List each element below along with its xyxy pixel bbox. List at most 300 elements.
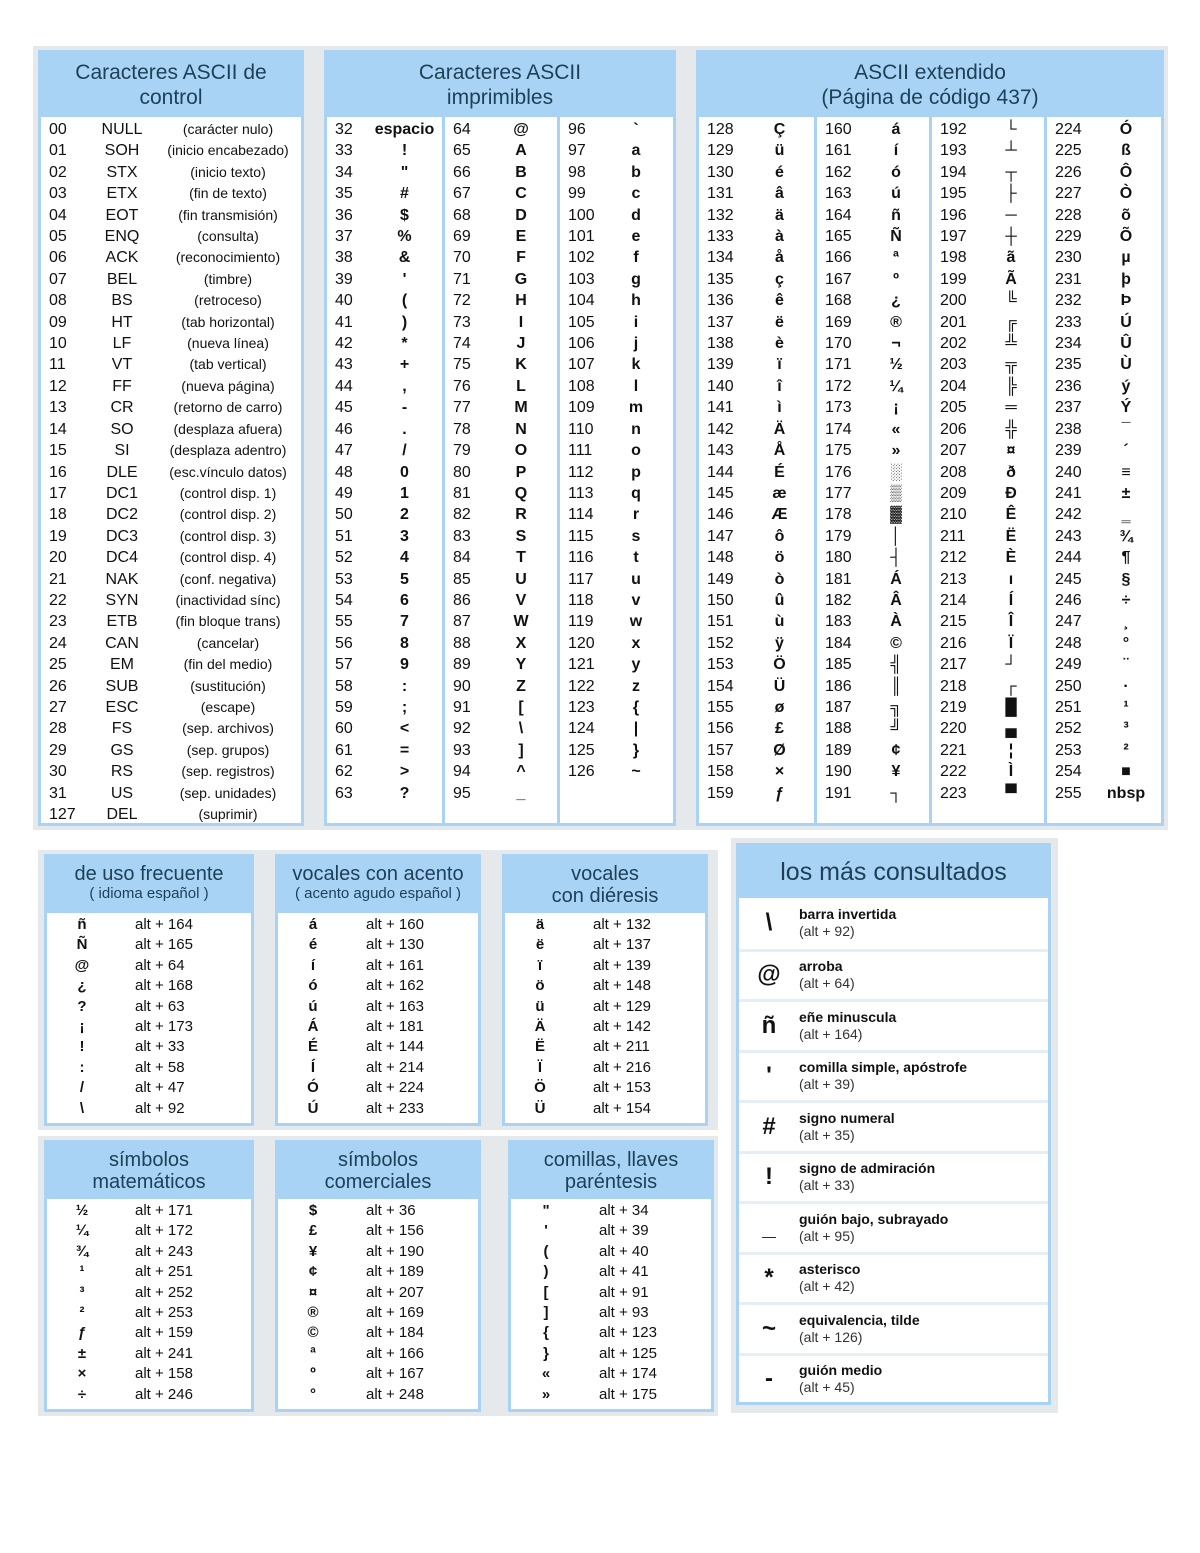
shortcut-char: :: [79, 1058, 85, 1076]
shortcut-keys: alt + 169: [366, 1304, 424, 1322]
code-row: [699, 676, 814, 697]
code-number: 42: [335, 335, 353, 353]
code-row: [932, 333, 1044, 354]
code-number: 109: [568, 399, 595, 417]
code-row: [817, 761, 929, 782]
code-number: 184: [825, 634, 852, 652]
code-char: ┬: [1005, 163, 1017, 181]
code-column-table: [817, 119, 929, 804]
code-char: Ç: [773, 121, 786, 138]
code-char: Ô: [1119, 163, 1133, 181]
code-description: (desplaza adentro): [169, 442, 287, 459]
code-char: i: [633, 313, 639, 331]
most-consulted-name: signo numeral: [799, 1109, 895, 1126]
code-row: [1047, 419, 1159, 440]
code-row: [445, 419, 557, 440]
shortcut-box-title-2: con diéresis: [551, 885, 659, 907]
code-char: ;: [401, 698, 408, 716]
code-row: [817, 504, 929, 525]
code-row: [327, 333, 442, 354]
code-abbrev: LF: [112, 335, 132, 353]
code-row: [699, 761, 814, 782]
code-number: 165: [825, 228, 852, 246]
code-char: ▄: [1005, 720, 1017, 738]
code-number: 27: [49, 698, 67, 716]
shortcut-box-title: comillas, llaves: [543, 1149, 679, 1171]
shortcut-char: Ö: [534, 1079, 546, 1097]
code-char: ¯: [1121, 420, 1131, 438]
code-char: ^: [516, 763, 526, 781]
code-row: [1047, 526, 1159, 547]
code-number: 06: [49, 249, 67, 267]
code-row: [327, 376, 442, 397]
code-number: 127: [49, 806, 76, 823]
code-row: [327, 547, 442, 568]
shortcut-row: [505, 1037, 705, 1057]
code-number: 12: [49, 377, 67, 395]
code-char: ¦: [1008, 741, 1014, 759]
code-row: [817, 718, 929, 739]
code-number: 245: [1055, 570, 1082, 588]
code-row: [1047, 590, 1159, 611]
shortcut-row: [47, 1017, 251, 1037]
code-number: 104: [568, 292, 595, 310]
shortcut-char: ï: [537, 956, 543, 974]
shortcut-char: £: [308, 1222, 318, 1240]
most-consulted-keys: (alt + 39): [799, 1076, 855, 1093]
code-row: [327, 440, 442, 461]
code-row: [817, 483, 929, 504]
code-number: 63: [335, 784, 353, 802]
code-number: 10: [49, 335, 67, 353]
code-number: 83: [453, 527, 471, 545]
code-row: [699, 633, 814, 654]
code-number: 14: [49, 420, 67, 438]
shortcut-row: [47, 1344, 251, 1364]
shortcut-box-subtitle: ( acento agudo español ): [295, 885, 461, 902]
code-char: T: [516, 549, 526, 567]
code-row: [1047, 633, 1159, 654]
code-number: 23: [49, 613, 67, 631]
code-row: [1047, 547, 1159, 568]
shortcut-char: /: [79, 1079, 85, 1097]
code-row: [1047, 269, 1159, 290]
code-row: [445, 654, 557, 675]
shortcut-char: ¿: [77, 977, 87, 995]
shortcut-box-title: de uso frecuente: [74, 863, 224, 885]
code-char: ╠: [1005, 377, 1017, 395]
shortcut-char: ñ: [77, 916, 87, 933]
code-row: [560, 504, 672, 525]
code-row: [932, 483, 1044, 504]
shortcut-keys: alt + 144: [366, 1038, 424, 1056]
code-row: [699, 462, 814, 483]
shortcut-row: [278, 956, 478, 976]
code-number: 224: [1055, 121, 1082, 138]
code-char: ▀: [1005, 784, 1017, 802]
shortcut-box-title-2: matemáticos: [92, 1171, 206, 1193]
control-row: [41, 376, 301, 397]
code-char: ─: [1005, 206, 1017, 224]
control-row: [41, 119, 301, 140]
code-char: ¶: [1121, 549, 1131, 567]
shortcut-keys: alt + 154: [593, 1099, 651, 1117]
code-char: ?: [399, 784, 410, 802]
code-number: 108: [568, 377, 595, 395]
shortcut-row: [278, 1262, 478, 1282]
code-char: g: [631, 270, 641, 288]
code-number: 112: [568, 463, 594, 481]
shortcut-keys: alt + 251: [135, 1263, 193, 1281]
code-number: 66: [453, 163, 471, 181]
shortcut-keys: alt + 41: [599, 1263, 649, 1281]
shortcut-row: [278, 1037, 478, 1057]
code-row: [445, 269, 557, 290]
control-row: [41, 419, 301, 440]
code-row: [932, 697, 1044, 718]
code-row: [560, 397, 672, 418]
code-char: u: [631, 570, 641, 588]
code-row: [327, 290, 442, 311]
control-row: [41, 397, 301, 418]
code-column-table: [932, 119, 1044, 804]
code-number: 153: [707, 656, 734, 674]
code-description: (retroceso): [194, 292, 262, 309]
code-number: 70: [453, 249, 471, 267]
most-consulted-keys: (alt + 92): [799, 923, 855, 940]
code-abbrev: STX: [106, 163, 138, 181]
code-char: O: [514, 442, 528, 460]
code-row: [327, 247, 442, 268]
shortcut-char: Ú: [307, 1099, 319, 1117]
code-row: [699, 504, 814, 525]
control-row: [41, 333, 301, 354]
code-column-table: [699, 119, 814, 804]
code-row: [1047, 611, 1159, 632]
code-char: B: [515, 163, 527, 181]
code-number: 149: [707, 570, 734, 588]
most-consulted-symbol: !: [765, 1163, 773, 1191]
code-number: 163: [825, 185, 852, 203]
code-abbrev: ACK: [105, 249, 139, 267]
code-number: 183: [825, 613, 852, 631]
shortcut-row: [278, 1078, 478, 1098]
shortcut-char: ¤: [308, 1283, 318, 1301]
code-row: [560, 718, 672, 739]
code-number: 96: [568, 121, 586, 138]
shortcut-box-title: vocales con acento: [292, 863, 464, 885]
code-number: 135: [707, 270, 734, 288]
code-char: j: [633, 335, 639, 353]
code-char: À: [890, 613, 902, 631]
shortcut-char: Ï: [537, 1058, 543, 1076]
code-number: 106: [568, 335, 595, 353]
shortcut-keys: alt + 175: [599, 1385, 657, 1403]
shortcut-box-header: [505, 857, 705, 913]
code-char: Ù: [1120, 356, 1132, 374]
code-row: [1047, 783, 1159, 804]
shortcut-keys: alt + 162: [366, 977, 424, 995]
code-char: M: [514, 399, 528, 417]
code-abbrev: FS: [111, 720, 133, 738]
code-row: [327, 183, 442, 204]
most-consulted-text: [799, 1211, 948, 1245]
code-column-table: [445, 119, 557, 804]
code-number: 61: [335, 741, 353, 759]
code-char: ╩: [1005, 335, 1017, 353]
shortcut-box-header: [47, 857, 251, 913]
code-row: [445, 590, 557, 611]
code-abbrev: DLE: [106, 463, 138, 481]
code-number: 186: [825, 677, 852, 695]
shortcut-row: [511, 1242, 711, 1262]
code-char: Õ: [1119, 228, 1133, 246]
code-row: [445, 226, 557, 247]
code-char: c: [631, 185, 641, 203]
code-number: 167: [825, 270, 852, 288]
code-row: [932, 462, 1044, 483]
code-row: [445, 633, 557, 654]
code-row: [699, 183, 814, 204]
code-number: 124: [568, 720, 595, 738]
code-number: 182: [825, 591, 852, 609]
code-row: [327, 676, 442, 697]
code-row: [560, 419, 672, 440]
code-char: §: [1121, 570, 1131, 588]
code-char: C: [515, 185, 527, 203]
code-column-table: [1047, 119, 1159, 804]
code-number: 134: [707, 249, 734, 267]
code-row: [699, 354, 814, 375]
shortcut-keys: alt + 164: [135, 916, 193, 933]
code-number: 132: [707, 206, 734, 224]
code-number: 08: [49, 292, 67, 310]
code-number: 190: [825, 763, 852, 781]
shortcut-row: [505, 1017, 705, 1037]
code-row: [327, 697, 442, 718]
shortcut-char: ö: [535, 977, 545, 995]
control-row: [41, 676, 301, 697]
code-number: 39: [335, 270, 353, 288]
code-row: [1047, 761, 1159, 782]
shortcut-char: $: [308, 1202, 318, 1219]
code-char: k: [631, 356, 641, 374]
shortcut-char: (: [543, 1242, 549, 1260]
code-number: 71: [453, 270, 471, 288]
shortcut-row: [511, 1323, 711, 1343]
code-number: 56: [335, 634, 353, 652]
code-number: 90: [453, 677, 471, 695]
code-number: 222: [940, 763, 967, 781]
code-row: [445, 205, 557, 226]
code-row: [560, 590, 672, 611]
most-consulted-symbol: @: [757, 961, 781, 989]
code-number: 208: [940, 463, 967, 481]
code-column: [814, 117, 929, 823]
most-consulted-text: [799, 1009, 896, 1043]
code-number: 26: [49, 677, 67, 695]
code-char: ¥: [891, 763, 901, 781]
shortcut-row: [47, 1364, 251, 1384]
code-number: 191: [825, 784, 852, 802]
code-row: [327, 269, 442, 290]
code-row: [560, 547, 672, 568]
code-row: [817, 633, 929, 654]
code-row: [445, 376, 557, 397]
code-number: 215: [940, 613, 967, 631]
shortcut-char: ½: [75, 1202, 89, 1219]
code-char: ä: [775, 206, 784, 224]
code-number: 204: [940, 377, 967, 395]
code-number: 156: [707, 720, 734, 738]
shortcut-keys: alt + 224: [366, 1079, 424, 1097]
code-char: /: [402, 442, 407, 460]
code-row: [327, 397, 442, 418]
code-char: ': [402, 270, 407, 288]
code-row: [327, 419, 442, 440]
code-row: [1047, 140, 1159, 161]
shortcut-row: [511, 1201, 711, 1221]
code-row: [327, 226, 442, 247]
most-consulted-text: [799, 1110, 895, 1144]
code-number: 211: [940, 527, 966, 545]
code-char: -: [401, 399, 408, 417]
shortcut-keys: alt + 158: [135, 1365, 193, 1383]
code-number: 113: [568, 484, 594, 502]
code-row: [1047, 354, 1159, 375]
code-column: [929, 117, 1044, 823]
code-number: 99: [568, 185, 586, 203]
code-char: *: [401, 335, 408, 353]
code-char: h: [631, 292, 641, 310]
code-row: [817, 676, 929, 697]
code-char: e: [631, 228, 641, 246]
code-char: F: [516, 249, 526, 267]
code-row: [932, 183, 1044, 204]
code-char: ╦: [1005, 356, 1017, 374]
printable-panel: [324, 50, 676, 826]
code-char: ■: [1121, 763, 1131, 781]
code-row: [327, 205, 442, 226]
shortcut-table: [278, 1201, 478, 1405]
code-char: ¸: [1123, 613, 1129, 631]
code-row: [932, 162, 1044, 183]
code-char: }: [632, 741, 640, 759]
shortcut-keys: alt + 241: [135, 1344, 193, 1362]
code-number: 205: [940, 399, 967, 417]
code-number: 81: [453, 484, 471, 502]
code-row: [1047, 119, 1159, 140]
code-char: ÿ: [775, 634, 784, 652]
shortcut-char: ƒ: [77, 1324, 87, 1342]
code-char: ü: [774, 142, 785, 160]
most-consulted-symbol: ñ: [761, 1011, 777, 1039]
code-number: 122: [568, 677, 595, 695]
code-row: [699, 590, 814, 611]
code-char: ²: [1123, 741, 1129, 759]
code-char: ÷: [1121, 591, 1131, 609]
code-char: 5: [400, 570, 409, 588]
code-number: 75: [453, 356, 471, 374]
shortcut-keys: alt + 253: [135, 1304, 193, 1322]
most-consulted-symbol: ': [766, 1062, 772, 1090]
code-char: Ø: [773, 741, 786, 759]
code-number: 180: [825, 549, 852, 567]
code-row: [1047, 183, 1159, 204]
shortcut-keys: alt + 156: [366, 1222, 424, 1240]
code-number: 40: [335, 292, 353, 310]
code-number: 147: [707, 527, 734, 545]
code-char: █: [1005, 698, 1017, 716]
shortcut-char: ): [543, 1263, 549, 1281]
code-char: Z: [516, 677, 526, 695]
code-row: [932, 504, 1044, 525]
control-row: [41, 269, 301, 290]
code-row: [1047, 718, 1159, 739]
code-row: [1047, 483, 1159, 504]
control-row: [41, 740, 301, 761]
shortcut-char: ]: [543, 1304, 549, 1322]
code-abbrev: SI: [114, 442, 130, 460]
code-char: A: [515, 142, 527, 160]
shortcut-char: {: [543, 1324, 549, 1342]
code-description: (control disp. 2): [179, 506, 277, 523]
code-abbrev: VT: [111, 356, 133, 374]
code-char: s: [631, 527, 641, 545]
shortcut-keys: alt + 93: [599, 1304, 649, 1322]
code-number: 150: [707, 591, 734, 609]
code-row: [932, 226, 1044, 247]
code-number: 196: [940, 206, 967, 224]
control-row: [41, 183, 301, 204]
code-char: è: [775, 335, 784, 353]
most-consulted-keys: (alt + 95): [799, 1227, 855, 1244]
code-number: 72: [453, 292, 471, 310]
control-row: [41, 162, 301, 183]
code-number: 05: [49, 228, 67, 246]
code-number: 175: [825, 442, 852, 460]
code-char: Q: [514, 484, 528, 502]
code-number: 37: [335, 228, 353, 246]
most-consulted-name: arroba: [799, 958, 843, 975]
shortcut-row: [47, 1323, 251, 1343]
code-number: 252: [1055, 720, 1082, 738]
shortcut-keys: alt + 173: [135, 1018, 193, 1036]
shortcut-keys: alt + 63: [135, 997, 185, 1015]
shortcut-row: [278, 1323, 478, 1343]
control-row: [41, 226, 301, 247]
code-number: 217: [940, 656, 967, 674]
code-char: Ñ: [890, 228, 902, 246]
code-number: 85: [453, 570, 471, 588]
code-number: 88: [453, 634, 471, 652]
shortcut-table: [511, 1201, 711, 1405]
code-row: [445, 119, 557, 140]
code-row: [699, 247, 814, 268]
shortcut-char: ë: [535, 936, 545, 954]
code-char: õ: [1121, 206, 1131, 224]
code-number: 206: [940, 420, 967, 438]
code-description: (control disp. 3): [179, 527, 277, 544]
code-char: ¨: [1123, 656, 1129, 674]
code-number: 212: [940, 549, 967, 567]
extended-title-2: (Página de código 437): [821, 86, 1039, 109]
code-description: (sep. unidades): [179, 784, 277, 801]
code-row: [327, 119, 442, 140]
code-row: [560, 611, 672, 632]
code-abbrev: FF: [112, 377, 132, 395]
control-row: [41, 462, 301, 483]
